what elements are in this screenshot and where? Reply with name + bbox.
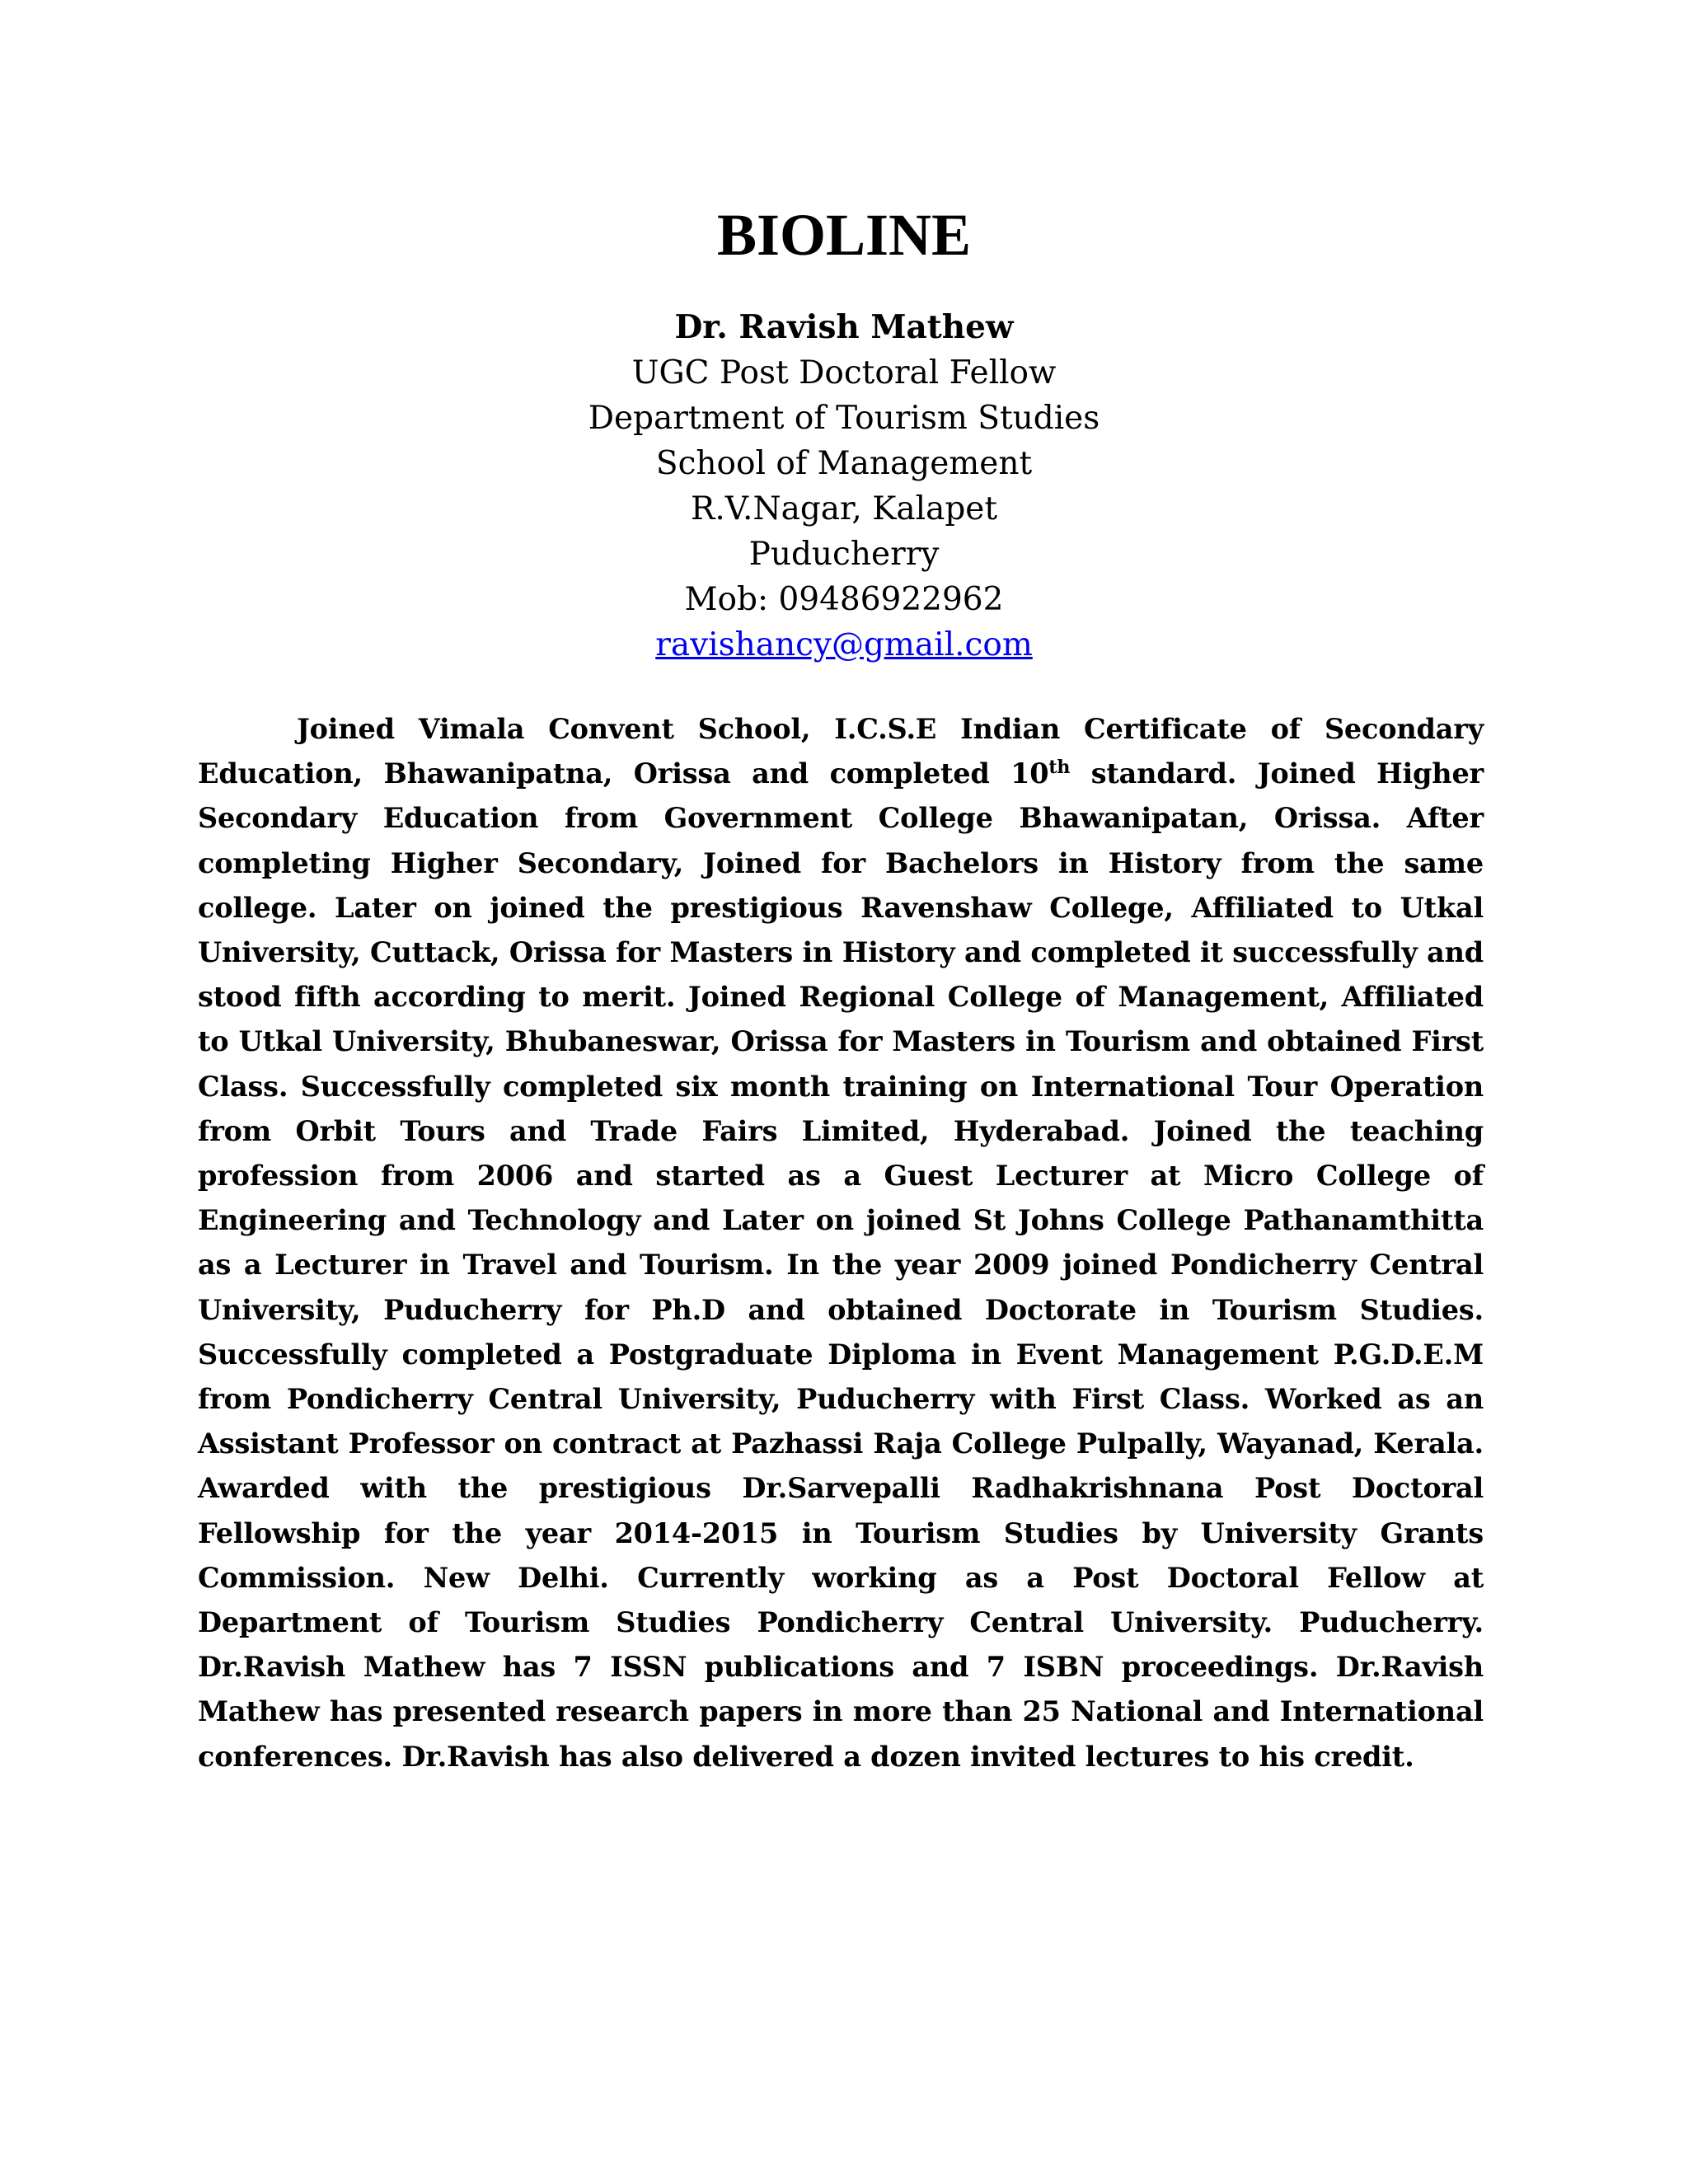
bio-text-part-1: Joined Vimala Convent School, I.C.S.E Indian Certificate of Secondary Education, Bhawanipatna, Orissa and completed 10: [198, 713, 1484, 790]
author-position: UGC Post Doctoral Fellow: [631, 354, 1057, 391]
author-mobile: Mob: 09486922962: [684, 581, 1004, 618]
bio-paragraph: [198, 707, 1484, 1779]
author-address: R.V.Nagar, Kalapet: [690, 490, 998, 527]
author-school: School of Management: [655, 445, 1033, 482]
contact-block: [0, 305, 1688, 668]
page-title: BIOLINE: [716, 202, 972, 268]
author-department: Department of Tourism Studies: [588, 400, 1100, 437]
bio-superscript: th: [1048, 757, 1071, 779]
bio-text-part-2: standard. Joined Higher Secondary Education from Government College Bhawanipatan, Orissa. After completing Higher Secondary, Joined for Bachelors in History from the same college. Later on joined the prestigious Ravenshaw College, Affiliated to Utkal University, Cuttack, Orissa for Masters in History and completed it successfully and stood fifth according to merit. Joined Regional College of Management, Affiliated to Utkal University, Bhubaneswar, Orissa for Masters in Tourism and obtained First Class. Successfully completed six month training on International Tour Operation from Orbit Tours and Trade Fairs Limited, Hyderabad. Joined the teaching profession from 2006 and started as a Guest Lecturer at Micro College of Engineering and Technology and Later on joined St Johns College Pathanamthitta as a Lecturer in Travel and Tourism. In the year 2009 joined Pondicherry Central University, Puducherry for Ph.D and obtained Doctorate in Tourism Studies. Successfully completed a Postgraduate Diploma in Event Management P.G.D.E.M from Pondicherry Central University, Puducherry with First Class. Worked as an Assistant Professor on contract at Pazhassi Raja College Pulpally, Wayanad, Kerala. Awarded with the prestigious Dr.Sarvepalli Radhakrishnana Post Doctoral Fellowship for the year 2014-2015 in Tourism Studies by University Grants Commission. New Delhi. Currently working as a Post Doctoral Fellow at Department of Tourism Studies Pondicherry Central University. Puducherry. Dr.Ravish Mathew has 7 ISSN publications and 7 ISBN proceedings. Dr.Ravish Mathew has presented research papers in more than 25 National and International conferences. Dr.Ravish has also delivered a dozen invited lectures to his credit.: [198, 757, 1484, 1773]
author-email-link[interactable]: ravishancy@gmail.com: [655, 626, 1033, 663]
author-name: Dr. Ravish Mathew: [674, 308, 1014, 346]
author-city: Puducherry: [748, 536, 940, 573]
